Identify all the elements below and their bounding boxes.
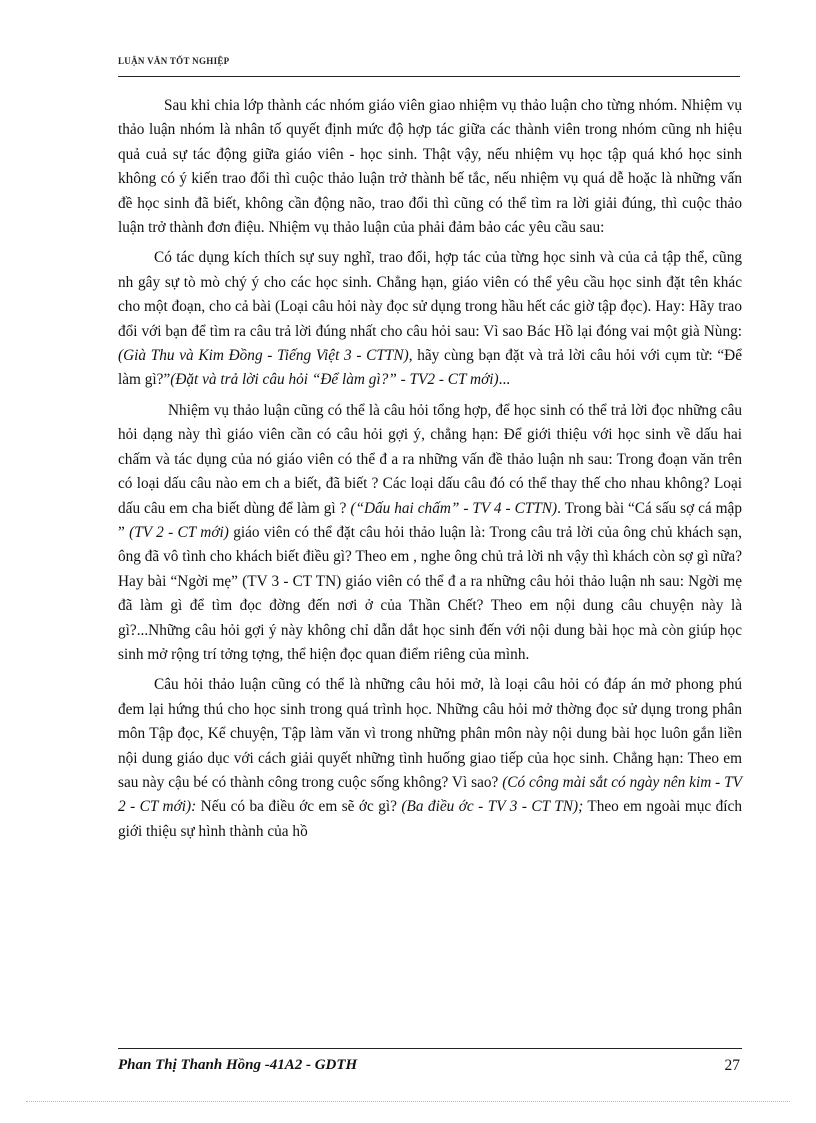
body-text-segment: Theo em ngoài mục đích giới thiệu sự hình thành của hồ — [118, 798, 742, 840]
body-text-segment: Sau khi chia lớp thành các nhóm giáo viên giao nhiệm vụ thảo luận cho từng nhóm. Nhiệm vụ thảo luận nhóm là nhân tố quyết định mức độ hợp tác giữa các thành viên trong nhóm cũng nh hiệu quả cuả sự tác động giữa giáo viên - học sinh. Thật vậy, nếu nhiệm vụ học tập quá khó học sinh không có ý kiến trao đổi thì cuộc thảo luận trở thành bế tắc, nếu nhiệm vụ quá dễ hoặc là những vấn đề học sinh đã biết, không cần động não, trao đổi thì cũng có thể tìm ra lời giải đúng, thì cuộc thảo luận trở thành đơn điệu. Nhiệm vụ thảo luận của phải đảm bảo các yêu cầu sau: — [118, 97, 742, 237]
body-text-segment: ... — [498, 371, 511, 389]
header-title: LUẬN VĂN TỐT NGHIỆP — [118, 56, 230, 66]
footer-author: Phan Thị Thanh Hồng -41A2 - GDTH — [118, 1057, 358, 1073]
page-footer — [118, 1048, 742, 1083]
citation-text: (Ba điều ớc - TV 3 - CT TN); — [401, 798, 584, 816]
citation-text: (“Dấu hai chấm” - TV 4 - CTTN) — [350, 499, 558, 517]
body-text-segment: Câu hỏi thảo luận cũng có thể là những câu hỏi mở, là loại câu hỏi có đáp án mở phong phú đem lại hứng thú cho học sinh trong quá trình học. Những câu hỏi mở thờng đọc sử dụng trong phân môn Tập đọc, Kể chuyện, Tập làm văn vì trong những phân môn này nội dung bài học luôn gắn liền nội dung giáo dục với cách giải quyết những tình huống giao tiếp của học sinh. Chẳng hạn: Theo em sau này cậu bé có thành công trong cuộc sống không? Vì sao? — [118, 676, 742, 791]
body-text-segment: Nếu có ba điều ớc em sẽ ớc gì? — [196, 798, 402, 816]
body-text-segment: Có tác dụng kích thích sự suy nghĩ, trao đổi, hợp tác của từng học sinh và của cả tập thể, cũng nh gây sự tò mò chý ý cho các học sinh. Chẳng hạn, giáo viên có thể yêu cầu học sinh đặt tên khác cho một đoạn, cho cả bài (Loại câu hỏi này đọc sử dụng trong hầu hết các giờ tập đọc). Hay: Hãy trao đổi với bạn để tìm ra câu trả lời đúng nhất cho câu hỏi sau: Vì sao Bác Hồ lại đóng vai một già Nùng: — [118, 249, 742, 340]
paragraph — [118, 399, 742, 667]
citation-text: (Già Thu và Kim Đồng - Tiếng Việt 3 - CTTN) — [118, 347, 409, 365]
page-header — [118, 50, 740, 77]
page-bottom-dotted-rule — [26, 1101, 790, 1102]
body-text-segment: . Trong bài “Cá sấu sợ cá mập ” — [118, 499, 742, 541]
citation-text: (Đặt và trả lời câu hỏi “Để làm gì?” - TV2 - CT mới) — [170, 371, 499, 389]
paragraph — [118, 246, 742, 392]
page-number: 27 — [724, 1057, 740, 1074]
body-text-segment: , hãy cùng bạn đặt và trả lời câu hỏi với cụm từ: “Để làm gì?” — [118, 347, 742, 389]
citation-text: (Có công mài sắt có ngày nên kim - TV 2 - CT mới): — [118, 773, 743, 816]
body-text-segment: giáo viên có thể đặt câu hỏi thảo luận là: Trong câu trả lời của ông chủ khách sạn, ông đã vô tình cho khách biết điều gì? Theo em , nghe ông chủ trả lời nh vậy thì khách còn sợ gì nữa? Hay bài “Ngời mẹ” (TV 3 - CT TN) giáo viên có thể đ a ra những câu hỏi thảo luận nh sau: Ngời mẹ đã làm gì để tìm đọc đờng đến nơi ở của Thần Chết? Theo em nội dung câu chuyện này là gì?...Những câu hỏi gợi ý này không chỉ dẫn dắt học sinh đến với nội dung bài học mà còn giúp học sinh mở rộng trí tởng tợng, thể hiện đọc quan điểm riêng của mình. — [118, 523, 742, 663]
body-text-segment: Nhiệm vụ thảo luận cũng có thể là câu hỏi tổng hợp, để học sinh có thể trả lời đọc những câu hỏi dạng này thì giáo viên cần có câu hỏi gợi ý, chẳng hạn: Để giới thiệu với học sinh về dấu hai chấm và tác dụng của nó giáo viên có thể đ a ra những vấn đề thảo luận nh sau: Trong đoạn văn trên có loại dấu câu nào em ch a biết, đã biết ? Các loại dấu câu đó có thể thay thế cho nhau không? Loại dấu câu em cha biết dùng để làm gì ? — [118, 401, 742, 517]
document-body — [118, 94, 742, 850]
paragraph — [118, 673, 742, 844]
paragraph — [118, 94, 742, 240]
citation-text: (TV 2 - CT mới) — [129, 523, 229, 541]
